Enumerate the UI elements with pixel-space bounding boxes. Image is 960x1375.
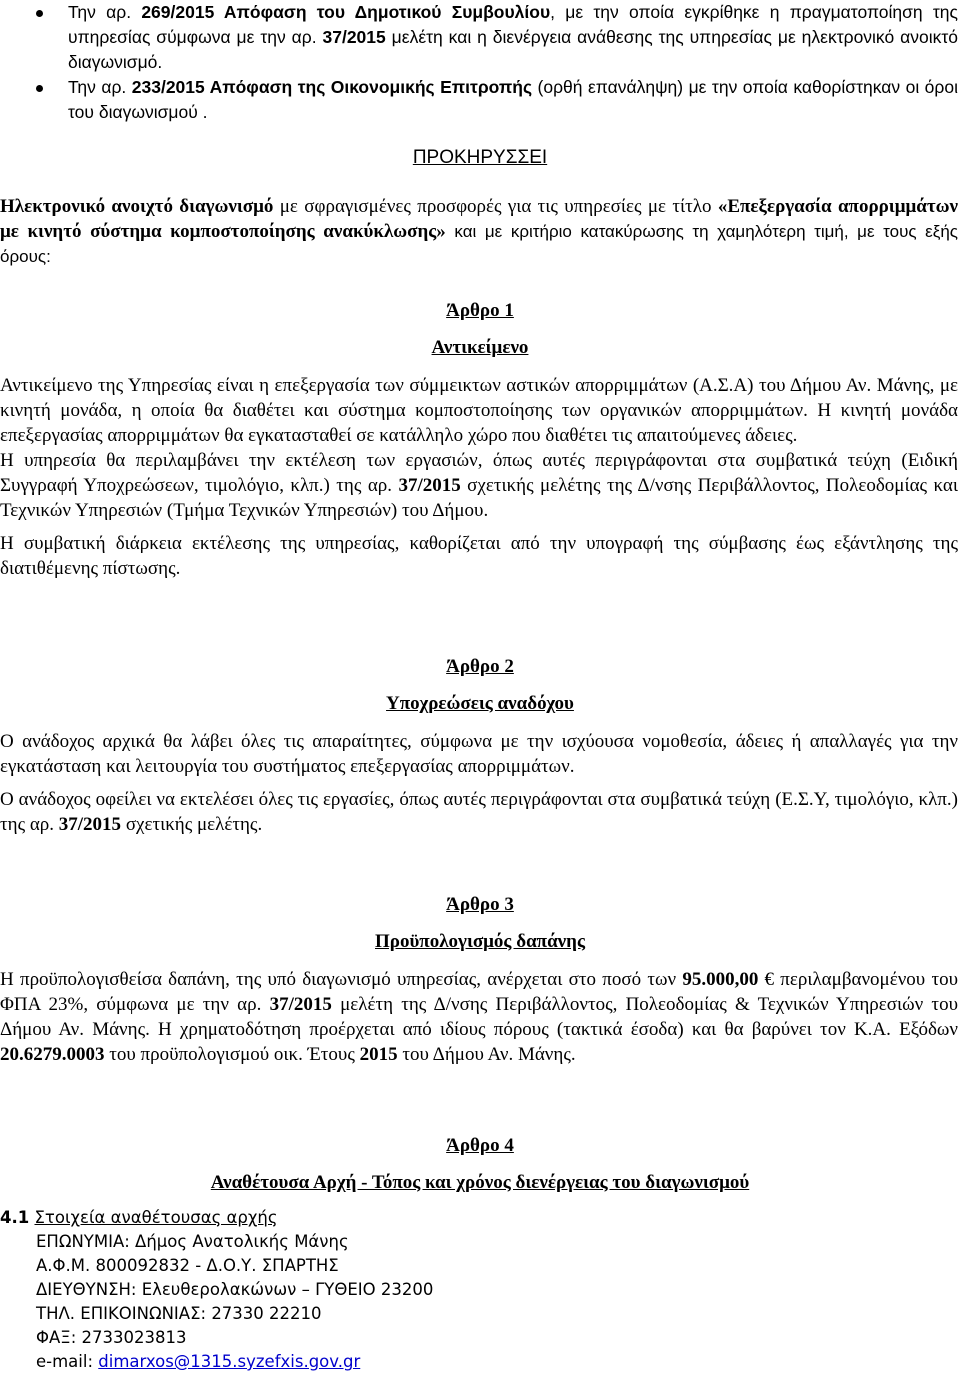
article4-subsection <box>0 1206 278 1230</box>
email-link[interactable]: dimarxos@1315.syzefxis.gov.gr <box>98 1352 361 1371</box>
article1-p1: Αντικείμενο της Υπηρεσίας είναι η επεξεργασία των σύμμεικτων αστικών απορριμμάτων (Α.Σ.Α) του Δήμου Αν. Μάνης, με κινητή μονάδα, η οποία θα διαθέτει και σύστημα κομποστοποίησης των οργανικών απορριμμάτων. Η κινητή μονάδα επεξεργασίας απορριμμάτων θα εγκατασταθεί σε κατάλληλο χώρο που διαθέτει τις απαιτούμενες άδειες. <box>0 375 958 446</box>
article1-number: Άρθρο 1 <box>446 300 514 321</box>
bullet-bold: 37/2015 <box>322 27 386 47</box>
article3-body <box>0 967 958 1067</box>
bullet-text: Την αρ. <box>68 2 142 22</box>
bullet-text: Την αρ. <box>68 77 132 97</box>
article1-body <box>0 373 958 581</box>
bullet-bold: 269/2015 Απόφαση του Δημοτικού Συμβουλίου <box>141 2 551 22</box>
article3-amount: 95.000,00 <box>682 969 759 990</box>
bullet-text: , με την οποία εγκρίθηκε η πραγματοποίηση της υπηρεσίας σύμφωνα με την αρ. <box>68 2 958 47</box>
bullet-dot-icon <box>36 10 43 17</box>
bullet-item <box>28 75 958 125</box>
intro-title: «Επεξεργασία απορριμμάτων με κινητό σύστημα κομποστοποίησης ανακύκλωσης» <box>0 196 958 242</box>
article2-body <box>0 729 958 837</box>
article3-number: Άρθρο 3 <box>446 894 514 915</box>
article3-ka: 20.6279.0003 <box>0 1044 105 1065</box>
article3-text: του προϋπολογισμού οικ. Έτους <box>104 1044 360 1065</box>
bullet-dot-icon <box>36 85 43 92</box>
article1-p2 <box>0 448 958 523</box>
article3-text: € περιλαμβανομένου του ΦΠΑ 23%, σύμφωνα με την αρ. <box>0 969 958 1015</box>
article3-text: μελέτη της Δ/νσης Περιβάλλοντος, Πολεοδομίας & Τεχνικών Υπηρεσιών του Δήμου Αν. Μάνης. Η χρηματοδότηση προέρχεται από ιδίους πόρους (τακτικά έσοδα) και θα βαρύνει τον Κ.Α. Εξόδων <box>0 994 958 1040</box>
authority-details <box>36 1230 433 1374</box>
intro-text: και με κριτήριο κατακύρωσης τη χαμηλότερη τιμή, με τους εξής όρους: <box>0 222 958 266</box>
article1-p3: Η συμβατική διάρκεια εκτέλεσης της υπηρεσίας, καθορίζεται από την υπογραφή της σύμβασης έως εξάντλησης της διατιθέμενης πίστωσης. <box>0 533 958 579</box>
article2-p1: Ο ανάδοχος αρχικά θα λάβει όλες τις απαραίτητες, σύμφωνα με την ισχύουσα νομοθεσία, άδειες ή απαλλαγές για την εγκατάσταση και λειτουργία του συστήματος επεξεργασίας απορριμμάτων. <box>0 731 958 777</box>
intro-bold: Ηλεκτρονικό ανοιχτό διαγωνισμό <box>0 196 274 217</box>
article3-year: 2015 <box>359 1044 398 1065</box>
article2-p2 <box>0 787 958 837</box>
article4-title: Αναθέτουσα Αρχή - Τόπος και χρόνος διενέργειας του διαγωνισμού <box>210 1172 750 1193</box>
article3-text: Η προϋπολογισθείσα δαπάνη, της υπό διαγωνισμό υπηρεσίας, ανέρχεται στο ποσό των <box>0 969 683 990</box>
article2-p2-text: σχετικής μελέτης. <box>121 814 263 835</box>
authority-phone: ΤΗΛ. ΕΠΙΚΟΙΝΩΝΙΑΣ: 27330 22210 <box>36 1304 322 1323</box>
article3-text: του Δήμου Αν. Μάνης. <box>397 1044 576 1065</box>
article1-p2-text: σχετικής μελέτης της Δ/νσης Περιβάλλοντος, Πολεοδομίας και Τεχνικών Υπηρεσιών (Τμήμα Τεχνικών Υπηρεσιών) του Δήμου. <box>0 475 958 521</box>
article1-p2-text: Η υπηρεσία θα περιλαμβάνει την εκτέλεση των εργασιών, όπως αυτές περιγράφονται στα συμβατικά τεύχη (Ειδική Συγγραφή Υποχρεώσεων, τιμολόγιο, κλπ.) της αρ. <box>0 450 958 496</box>
article1-title: Αντικείμενο <box>431 337 529 358</box>
authority-fax: ΦΑΞ: 2733023813 <box>36 1328 187 1347</box>
article2-title: Υποχρεώσεις αναδόχου <box>386 693 574 714</box>
article2-p2-text: Ο ανάδοχος οφείλει να εκτελέσει όλες τις εργασίες, όπως αυτές περιγράφονται στα συμβατικά τεύχη (Ε.Σ.Υ, τιμολόγιο, κλπ.) της αρ. <box>0 789 958 835</box>
authority-name: ΕΠΩΝΥΜΙΑ: Δήμος Ανατολικής Μάνης <box>36 1232 349 1251</box>
article2-p2-ref: 37/2015 <box>58 814 122 835</box>
authority-address: ΔΙΕΥΘΥΝΣΗ: Ελευθερολακώνων – ΓΥΘΕΙΟ 23200 <box>36 1280 434 1299</box>
bullet-text: (ορθή επανάληψη) με την οποία καθορίστηκαν οι όροι του διαγωνισμού . <box>68 77 958 122</box>
article3-title: Προϋπολογισμός δαπάνης <box>375 931 585 952</box>
bullet-list <box>28 0 958 125</box>
bullet-bold: 233/2015 Απόφαση της Οικονομικής Επιτροπής <box>131 77 533 97</box>
article4-number: Άρθρο 4 <box>446 1135 514 1156</box>
subsection-title: Στοιχεία αναθέτουσας αρχής <box>34 1208 278 1227</box>
subsection-number: 4.1 <box>0 1208 30 1227</box>
article2-number: Άρθρο 2 <box>446 656 514 677</box>
article1-p2-ref: 37/2015 <box>398 475 461 496</box>
email-label: e-mail: <box>36 1352 99 1371</box>
authority-tax-id: Α.Φ.Μ. 800092832 - Δ.Ο.Υ. ΣΠΑΡΤΗΣ <box>36 1256 339 1275</box>
bullet-item <box>28 0 958 75</box>
intro-paragraph <box>0 194 958 269</box>
bullet-text: μελέτη και η διενέργεια ανάθεσης της υπηρεσίας με ηλεκτρονικό ανοικτό διαγωνισμό. <box>68 27 959 72</box>
proclaim-heading: ΠΡΟΚΗΡΥΣΣΕΙ <box>412 147 548 168</box>
article3-ref: 37/2015 <box>269 994 332 1015</box>
authority-email-line <box>36 1350 433 1374</box>
intro-text: με σφραγισμένες προσφορές για τις υπηρεσίες με τίτλο <box>273 196 718 217</box>
